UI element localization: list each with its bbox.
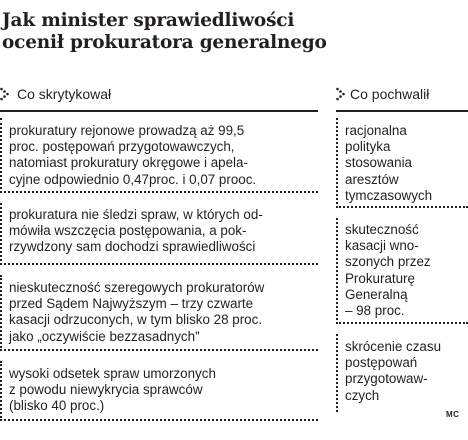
praised-item-3 [336,334,468,412]
text-line: rzywdzony sam dochodzi sprawiedliwości [9,239,256,255]
text-line: przed Sądem Najwyższym – trzy czwarte [9,296,254,312]
text-line: aresztów [345,171,399,187]
text-line: cyjne odpowiednio 0,47proc. i 0,07 prooc. [9,171,257,187]
text-line: jako „oczywiście bezzasadnych” [9,328,200,344]
dotted-separator [336,322,468,324]
text-line: czych [345,387,380,403]
criticized-column [0,86,318,414]
dotted-chevron-right-icon [0,87,10,101]
text-line: szonych przez [345,254,431,270]
dotted-separator [0,419,318,421]
criticized-item-2 [0,203,318,265]
text-line: z powodu niewykrycia sprawców [9,382,203,398]
box-border [0,361,2,421]
text-line: Prokuraturę [345,270,415,286]
box-border [336,118,338,208]
dotted-separator [0,191,318,193]
title-line-2: ocenił prokuratora generalnego [2,32,327,53]
text-line: nieskuteczność szeregowych prokuratorów [9,280,265,295]
text-line: racjonalna [345,123,407,138]
text-line: prokuratury rejonowe prowadzą aż 99,5 [9,123,245,138]
criticized-item-3 [0,275,318,351]
criticized-header [0,86,318,112]
text-line: tymczasowych [345,187,433,203]
title-line-1: Jak minister sprawiedliwości [2,10,295,31]
text-line: stosowania [345,155,412,171]
praised-heading: Co pochwalił [350,86,430,102]
text-line: kasacji odrzuconych, w tym blisko 28 proc. [9,312,263,328]
text-line: kasacji wno- [345,238,419,254]
box-border [0,118,2,193]
praised-item-1 [336,118,468,208]
text-line: przygotowaw- [345,371,428,387]
praised-column [336,86,468,403]
text-line: proc. postępowań przygotowawczych, [9,139,235,155]
text-line: (blisko 40 proc.) [9,398,105,414]
praised-item-2 [336,218,468,324]
dotted-separator [0,263,318,265]
criticized-heading: Co skrytykował [17,86,112,102]
text-line: Generalną [345,286,408,302]
text-line: – 98 proc. [345,303,405,319]
text-line: polityka [345,139,391,155]
dotted-chevron-right-icon [336,87,346,101]
text-line: natomiast prokuratury okręgowe i apela- [9,155,248,171]
text-line: mówiła wszczęcia postępowania, a pok- [9,223,247,239]
text-line: skrócenie czasu [345,339,442,354]
text-line: postępowań [345,355,418,371]
dotted-separator [0,349,318,351]
box-border [0,203,2,265]
box-border [336,334,338,412]
box-border [336,218,338,324]
box-border [0,275,2,351]
author-credit: MC [446,410,460,419]
text-line: prokuratura nie śledzi spraw, w których od- [9,207,263,222]
text-line: wysoki odsetek spraw umorzonych [9,366,216,381]
dotted-separator [336,206,468,208]
criticized-item-1 [0,118,318,193]
infographic-title [2,10,442,54]
text-line: skuteczność [345,222,419,237]
criticized-item-4 [0,361,318,421]
praised-header [336,86,468,112]
